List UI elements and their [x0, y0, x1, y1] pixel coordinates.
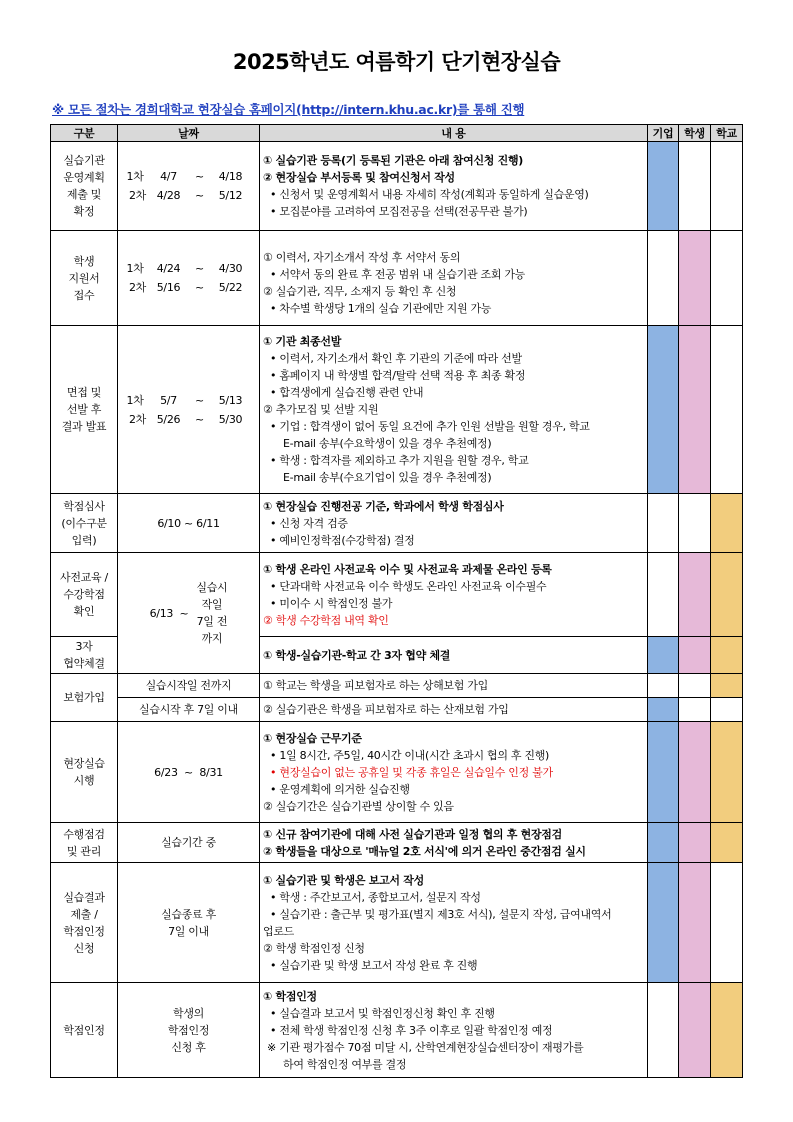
date-cell: 6/10 ~ 6/11	[118, 494, 260, 553]
table-row-result-submission	[51, 863, 743, 983]
table-row-pre-education	[51, 553, 743, 637]
header-row	[51, 125, 743, 142]
table-row-insurance-company	[51, 698, 743, 722]
date-cell: 1차 4/7 ~ 4/18 2차 4/28 ~ 5/12	[118, 142, 260, 231]
school-marker	[711, 863, 743, 983]
company-marker	[648, 674, 679, 698]
school-marker	[711, 823, 743, 863]
student-marker	[679, 823, 711, 863]
student-marker	[679, 722, 711, 823]
content-cell: ① 실습기관 및 학생은 보고서 작성 • 학생 : 주간보고서, 종합보고서, 설문지 작성 • 실습기관 : 출근부 및 평가표(별지 제3호 서식), 설문지 작성, 급여내역서 업로드 ② 학생 학점인정 신청 • 실습기관 및 학생 보고서 작성 완료 후 진행	[260, 863, 648, 983]
table-row-interview-selection	[51, 326, 743, 494]
category-cell: 보험가입	[51, 674, 118, 722]
student-marker	[679, 326, 711, 494]
company-marker	[648, 553, 679, 637]
date-cell: 실습시작 후 7일 이내	[118, 698, 260, 722]
student-marker	[679, 863, 711, 983]
table-row-insurance-school	[51, 674, 743, 698]
school-marker	[711, 674, 743, 698]
school-marker	[711, 326, 743, 494]
content-cell: ① 학생 온라인 사전교육 이수 및 사전교육 과제물 온라인 등록 • 단과대학 사전교육 이수 학생도 온라인 사전교육 이수필수 • 미이수 시 학점인정 불가 ② 학생 수강학점 내역 확인	[260, 553, 648, 637]
category-cell: 3자 협약체결	[51, 637, 118, 674]
company-marker	[648, 823, 679, 863]
school-marker	[711, 142, 743, 231]
date-cell: 학생의 학점인정 신청 후	[118, 983, 260, 1078]
header-student: 학생	[679, 125, 711, 142]
school-marker	[711, 698, 743, 722]
student-marker	[679, 494, 711, 553]
category-cell: 실습결과 제출 / 학점인정 신청	[51, 863, 118, 983]
page-title: 2025학년도 여름학기 단기현장실습	[232, 50, 561, 74]
student-marker	[679, 637, 711, 674]
content-cell: ① 현장실습 근무기준 • 1일 8시간, 주5일, 40시간 이내(시간 초과시 협의 후 진행) • 현장실습이 없는 공휴일 및 각종 휴일은 실습일수 인정 불가 • 운영계획에 의거한 실습진행 ② 실습기간은 실습기관별 상이할 수 있음	[260, 722, 648, 823]
table-row-operation-plan	[51, 142, 743, 231]
company-marker	[648, 231, 679, 326]
category-cell: 사전교육 / 수강학점 확인	[51, 553, 118, 637]
date-cell: 6/23 ~ 8/31	[118, 722, 260, 823]
content-cell: ① 실습기관 등록(기 등록된 기관은 아래 참여신청 진행) ② 현장실습 부서등록 및 참여신청서 작성 • 신청서 및 운영계획서 내용 자세히 작성(계획과 동일하게 실습운영) • 모집분야를 고려하여 모집전공을 선택(전공무관 불가)	[260, 142, 648, 231]
homepage-notice[interactable]: ※ 모든 절차는 경희대학교 현장실습 홈페이지(http://intern.khu.ac.kr)를 통해 진행	[52, 102, 525, 117]
content-cell: ① 기관 최종선발 • 이력서, 자기소개서 확인 후 기관의 기준에 따라 선발 • 홈페이지 내 학생별 합격/탈락 선택 적용 후 최종 확정 • 합격생에게 실습진행 관련 안내 ② 추가모집 및 선발 지원 • 기업 : 합격생이 없어 동일 요건에 추가 인원 선발을 원할 경우, 학교 E-mail 송부(수요학생이 있을 경우 추천예정) • 학생 : 합격자를 제외하고 추가 지원을 원할 경우, 학교 E-mail 송부(수요기업이 있을 경우 추천예정)	[260, 326, 648, 494]
company-marker	[648, 142, 679, 231]
content-cell: ① 현장실습 진행전공 기준, 학과에서 학생 학점심사 • 신청 자격 검증 • 예비인정학점(수강학점) 결정	[260, 494, 648, 553]
student-marker	[679, 983, 711, 1078]
school-marker	[711, 231, 743, 326]
category-cell: 면접 및 선발 후 결과 발표	[51, 326, 118, 494]
date-cell: 1차 5/7 ~ 5/13 2차 5/26 ~ 5/30	[118, 326, 260, 494]
table-row-student-application	[51, 231, 743, 326]
content-cell: ① 신규 참여기관에 대해 사전 실습기관과 일정 협의 후 현장점검 ② 학생들을 대상으로 '매뉴얼 2호 서식'에 의거 온라인 중간점검 실시	[260, 823, 648, 863]
category-cell: 학점심사 (이수구분 입력)	[51, 494, 118, 553]
header-date: 날짜	[118, 125, 260, 142]
content-cell: ① 학교는 학생을 피보험자로 하는 상해보험 가입	[260, 674, 648, 698]
table-row-field-practice	[51, 722, 743, 823]
schedule-table	[50, 124, 743, 1078]
header-school: 학교	[711, 125, 743, 142]
category-cell: 학점인정	[51, 983, 118, 1078]
content-cell: ① 이력서, 자기소개서 작성 후 서약서 동의 • 서약서 동의 완료 후 전공 범위 내 실습기관 조회 가능 ② 실습기관, 직무, 소재지 등 확인 후 신청 • 차수별 학생당 1개의 실습 기관에만 지원 가능	[260, 231, 648, 326]
date-cell: 실습기간 중	[118, 823, 260, 863]
table-row-inspection	[51, 823, 743, 863]
header-company: 기업	[648, 125, 679, 142]
date-cell: 실습종료 후 7일 이내	[118, 863, 260, 983]
school-marker	[711, 983, 743, 1078]
category-cell: 실습기관 운영계획 제출 및 확정	[51, 142, 118, 231]
company-marker	[648, 698, 679, 722]
student-marker	[679, 231, 711, 326]
student-marker	[679, 698, 711, 722]
school-marker	[711, 637, 743, 674]
company-marker	[648, 326, 679, 494]
header-content: 내 용	[260, 125, 648, 142]
company-marker	[648, 494, 679, 553]
company-marker	[648, 983, 679, 1078]
date-cell: 실습시작일 전까지	[118, 674, 260, 698]
company-marker	[648, 863, 679, 983]
school-marker	[711, 553, 743, 637]
category-cell: 수행점검 및 관리	[51, 823, 118, 863]
table-row-credit-review	[51, 494, 743, 553]
company-marker	[648, 722, 679, 823]
student-marker	[679, 553, 711, 637]
content-cell: ① 학점인정 • 실습결과 보고서 및 학점인정신청 확인 후 진행 • 전체 학생 학점인정 신청 후 3주 이후로 일괄 학점인정 예정 ※ 기관 평가점수 70점 미달 시, 산학연계현장실습센터장이 재평가를 하여 학점인정 여부를 결정	[260, 983, 648, 1078]
category-cell: 학생 지원서 접수	[51, 231, 118, 326]
header-category: 구분	[51, 125, 118, 142]
school-marker	[711, 494, 743, 553]
content-cell: ② 실습기관은 학생을 피보험자로 하는 산재보험 가입	[260, 698, 648, 722]
date-cell: 1차 4/24 ~ 4/30 2차 5/16 ~ 5/22	[118, 231, 260, 326]
table-row-credit-recognition	[51, 983, 743, 1078]
student-marker	[679, 142, 711, 231]
school-marker	[711, 722, 743, 823]
category-cell: 현장실습 시행	[51, 722, 118, 823]
company-marker	[648, 637, 679, 674]
student-marker	[679, 674, 711, 698]
content-cell: ① 학생-실습기관-학교 간 3자 협약 체결	[260, 637, 648, 674]
date-cell: 6/13 ~ 실습시 작일 7일 전 까지	[118, 553, 260, 674]
